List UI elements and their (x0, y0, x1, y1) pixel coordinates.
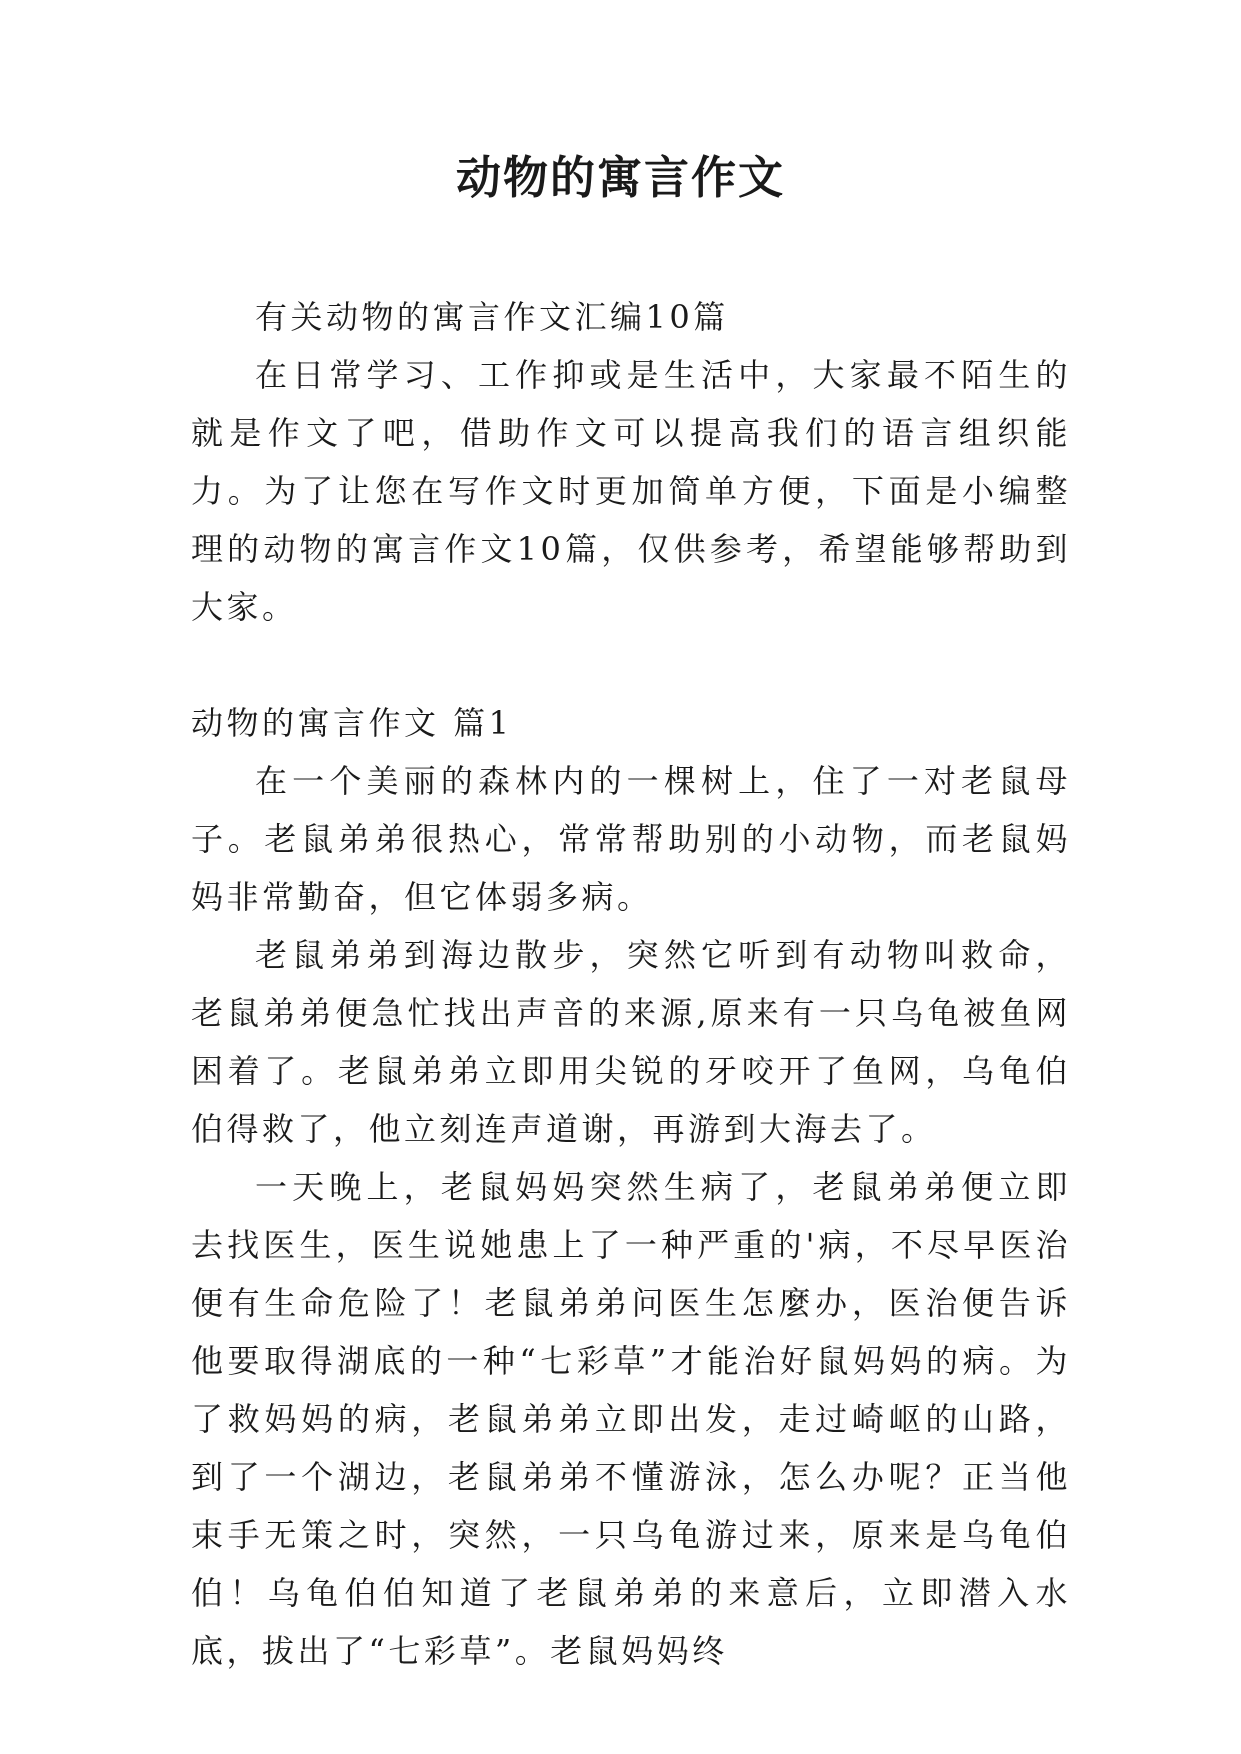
story-paragraph: 一天晚上，老鼠妈妈突然生病了，老鼠弟弟便立即去找医生，医生说她患上了一种严重的'病，不尽早医治便有生命危险了！老鼠弟弟问医生怎麼办，医治便告诉他要取得湖底的一种“七彩草”才能治好鼠妈妈的病。为了救妈妈的病，老鼠弟弟立即出发，走过崎岖的山路，到了一个湖边，老鼠弟弟不懂游泳，怎么办呢？正当他束手无策之时，突然，一只乌龟游过来，原来是乌龟伯伯！乌龟伯伯知道了老鼠弟弟的来意后，立即潜入水底，拔出了“七彩草”。老鼠妈妈终 (191, 1168, 1071, 1670)
story-paragraph: 在一个美丽的森林内的一棵树上，住了一对老鼠母子。老鼠弟弟很热心，常常帮助别的小动物，而老鼠妈妈非常勤奋，但它体弱多病。 (191, 762, 1071, 916)
section-heading: 动物的寓言作文 篇1 (191, 704, 513, 742)
document-title: 动物的寓言作文 (455, 151, 785, 204)
story-paragraph: 老鼠弟弟到海边散步，突然它听到有动物叫救命，老鼠弟弟便急忙找出声音的来源,原来有一只乌龟被鱼网困着了。老鼠弟弟立即用尖锐的牙咬开了鱼网，乌龟伯伯得救了，他立刻连声道谢，再游到大海去了。 (191, 936, 1071, 1148)
intro-paragraph: 在日常学习、工作抑或是生活中，大家最不陌生的就是作文了吧，借助作文可以提高我们的语言组织能力。为了让您在写作文时更加简单方便，下面是小编整理的动物的寓言作文10篇，仅供参考，希望能够帮助到大家。 (191, 356, 1071, 626)
document-body (191, 288, 1071, 1680)
intro-heading: 有关动物的寓言作文汇编10篇 (255, 298, 729, 336)
